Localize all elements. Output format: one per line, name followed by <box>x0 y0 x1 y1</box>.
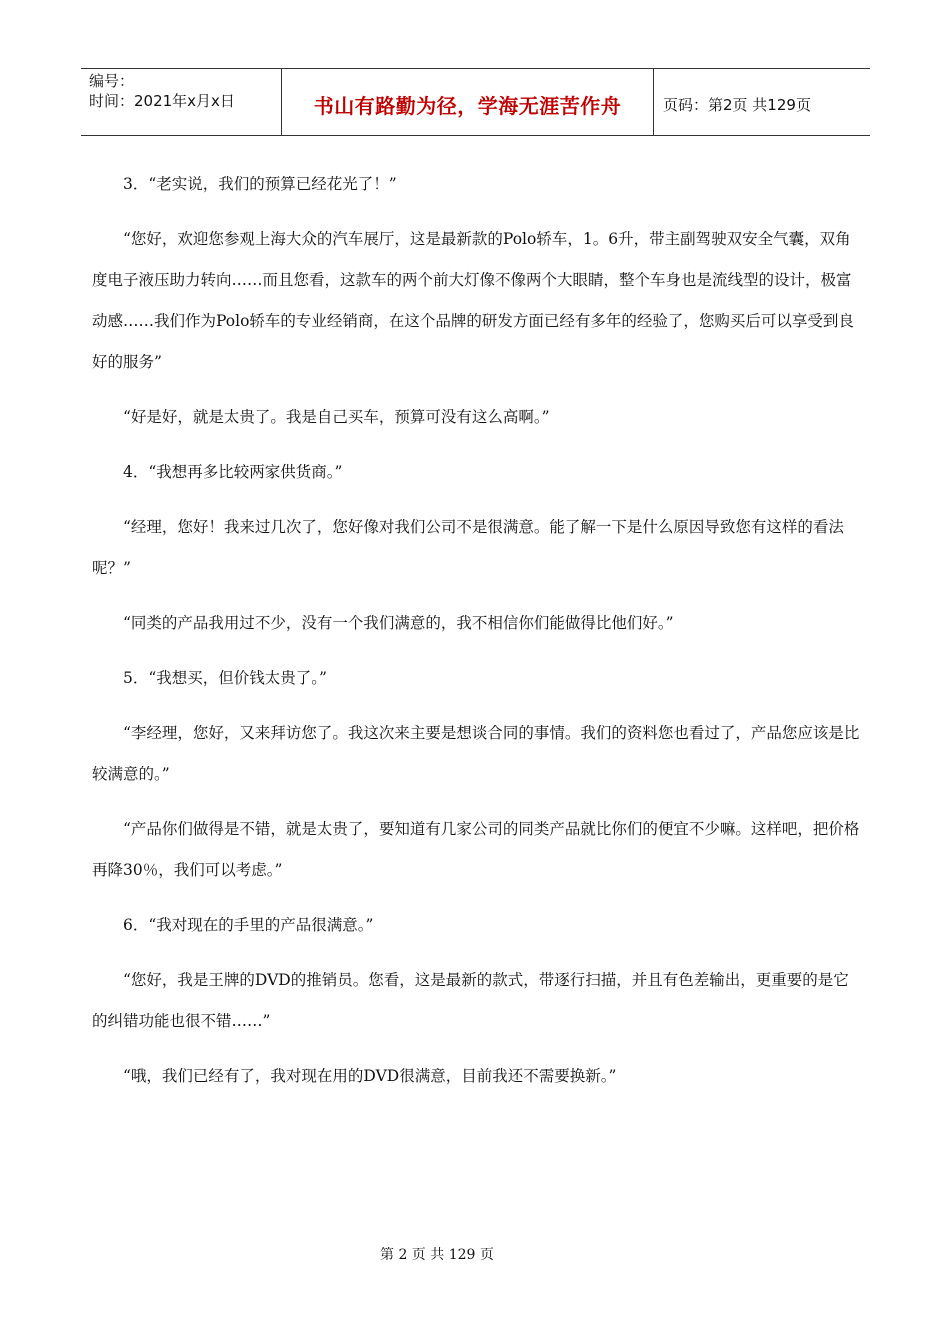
page-header <box>81 68 870 136</box>
document-number-label: 编号： <box>89 72 135 90</box>
paragraph-9: “产品你们做得是不错，就是太贵了，要知道有几家公司的同类产品就比你们的便宜不少嘛。这样吧，把价格再降30％，我们可以考虑。” <box>92 820 860 879</box>
header-motto: 书山有路勤为径，学海无涯苦作舟 <box>281 69 654 135</box>
paragraph-2: “您好，欢迎您参观上海大众的汽车展厅，这是最新款的Polo轿车，1。6升，带主副驾驶双安全气囊，双角度电子液压助力转向……而且您看，这款车的两个前大灯像不像两个大眼睛，整个车身也是流线型的设计，极富动感……我们作为Polo轿车的专业经销商，在这个品牌的研发方面已经有多年的经验了，您购买后可以享受到良好的服务” <box>92 230 854 371</box>
document-date-label: 时间：2021年x月x日 <box>89 92 235 110</box>
paragraph-6: “同类的产品我用过不少，没有一个我们满意的，我不相信你们能做得比他们好。” <box>123 614 674 632</box>
paragraph-8: “李经理，您好，又来拜访您了。我这次来主要是想谈合同的事情。我们的资料您也看过了，产品您应该是比较满意的。” <box>92 724 860 783</box>
paragraph-3: “好是好，就是太贵了。我是自己买车，预算可没有这么高啊。” <box>123 408 550 426</box>
paragraph-10: 6．“我对现在的手里的产品很满意。” <box>123 916 374 934</box>
paragraph-7: 5．“我想买，但价钱太贵了。” <box>123 669 327 687</box>
paragraph-4: 4．“我想再多比较两家供货商。” <box>123 463 343 481</box>
paragraph-12: “哦，我们已经有了，我对现在用的DVD很满意，目前我还不需要换新。” <box>123 1067 617 1085</box>
header-page-number: 页码：第2页 共129页 <box>663 95 811 114</box>
page-footer: 第 2 页 共 129 页 <box>380 1247 494 1263</box>
paragraph-5: “经理，您好！我来过几次了，您好像对我们公司不是很满意。能了解一下是什么原因导致您有这样的看法呢？” <box>92 518 844 577</box>
document-body <box>92 164 860 1111</box>
paragraph-1: 3．“老实说，我们的预算已经花光了！” <box>123 175 397 193</box>
header-meta <box>81 69 281 135</box>
paragraph-11: “您好，我是王牌的DVD的推销员。您看，这是最新的款式，带逐行扫描，并且有色差输出，更重要的是它的纠错功能也很不错……” <box>92 971 849 1030</box>
